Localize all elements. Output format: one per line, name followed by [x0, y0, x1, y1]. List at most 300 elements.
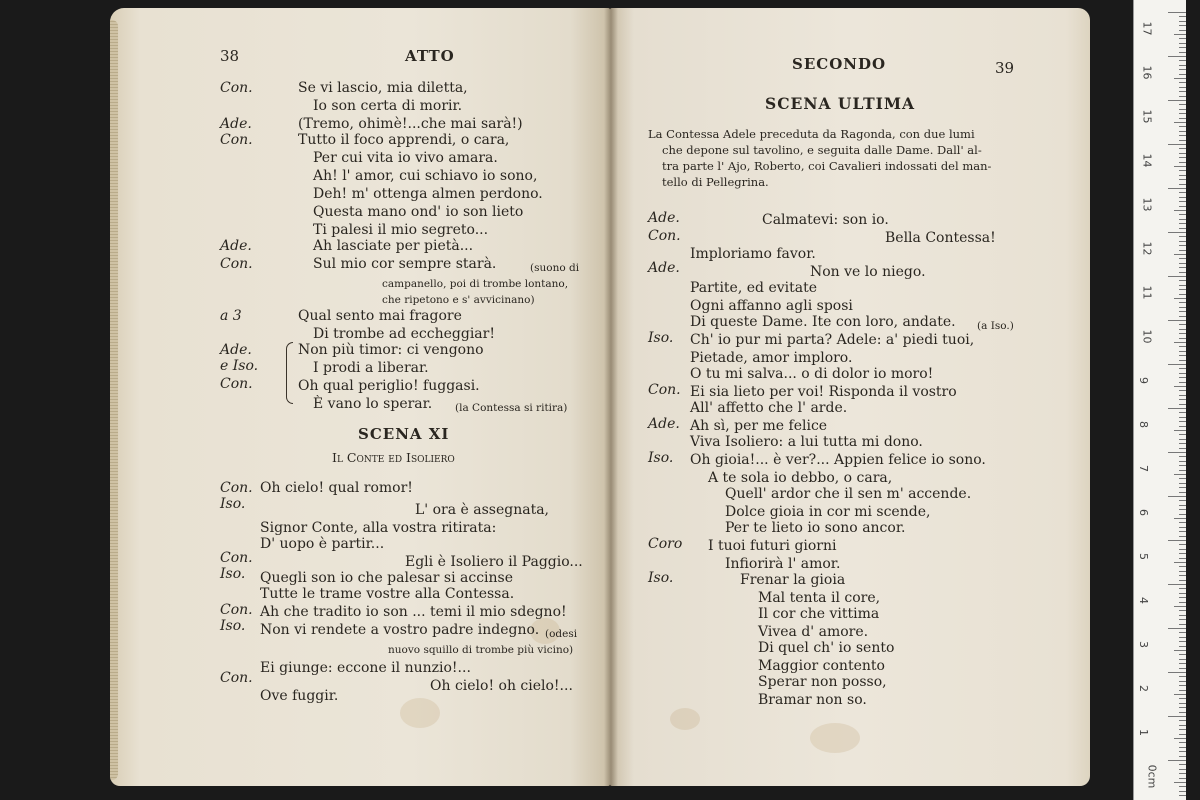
verse-line: (Tremo, ohimè!...che mai sarà!) [298, 116, 523, 132]
ruler-tick [1179, 355, 1186, 356]
verse-line: Tutte le trame vostre alla Contessa. [260, 586, 515, 602]
ruler-tick [1179, 478, 1186, 479]
verse-line: Ove fuggir. [260, 688, 339, 704]
speaker: Con. [220, 480, 253, 496]
ruler-tick [1179, 206, 1186, 207]
speaker: Ade. [648, 210, 680, 226]
speaker: Con. [220, 256, 253, 272]
speaker: Con. [220, 550, 253, 566]
verse-line: Ah sì, per me felice [690, 418, 828, 434]
ruler-tick [1179, 228, 1186, 229]
verse-line: Ogni affanno agli sposi [690, 298, 853, 314]
ruler-tick [1179, 170, 1186, 171]
ruler-tick [1179, 43, 1186, 44]
ruler-tick [1179, 795, 1186, 796]
ruler-tick [1179, 382, 1186, 383]
ruler-number: 3 [1137, 641, 1150, 648]
ruler-tick [1179, 412, 1186, 413]
ruler-tick [1179, 16, 1186, 17]
verse-line: Signor Conte, alla vostra ritirata: [260, 520, 497, 536]
speaker: Ade. [648, 260, 680, 276]
ruler-tick [1179, 703, 1186, 704]
ruler-tick [1179, 641, 1186, 642]
ruler-tick [1179, 531, 1186, 532]
speaker: a 3 [220, 308, 242, 324]
ruler-tick [1168, 56, 1186, 57]
ruler-tick [1179, 333, 1186, 334]
ruler-tick [1179, 729, 1186, 730]
ruler-tick [1179, 654, 1186, 655]
verse-line: Sperar non posso, [758, 674, 887, 690]
ruler-number: 10 [1140, 329, 1154, 344]
ruler-tick [1179, 236, 1186, 237]
verse-line: Egli è Isoliero il Paggio... [405, 554, 583, 570]
ruler-tick [1174, 166, 1186, 167]
ruler-tick [1179, 786, 1186, 787]
verse-line: Oh cielo! oh cielo!... [430, 678, 573, 694]
ruler-tick [1179, 751, 1186, 752]
speaker: Coro [648, 536, 683, 552]
ruler-tick [1179, 742, 1186, 743]
ruler-tick [1179, 698, 1186, 699]
ruler-tick [1174, 562, 1186, 563]
verse-line: Oh qual periglio! fuggasi. [298, 378, 480, 394]
page-edge [110, 20, 118, 780]
ruler-number: 8 [1137, 421, 1150, 428]
speaker: Con. [220, 670, 253, 686]
speaker: Iso. [220, 566, 246, 582]
verse-line: Per cui vita io vivo amara. [313, 150, 498, 166]
ruler-tick [1179, 140, 1186, 141]
verse-line: Dolce gioia in cor mi scende, [725, 504, 931, 520]
ruler-tick [1179, 536, 1186, 537]
ruler-tick [1179, 316, 1186, 317]
verse-line: Bramar non so. [758, 692, 867, 708]
verse-line: Se vi lascio, mia diletta, [298, 80, 468, 96]
ruler-tick [1179, 250, 1186, 251]
ruler-tick [1179, 615, 1186, 616]
ruler-tick [1179, 162, 1186, 163]
stage-direction: (la Contessa si ritira) [455, 402, 568, 414]
ruler-number: 5 [1137, 553, 1150, 560]
verse-line: Quegli son io che palesar si accinse [260, 570, 514, 586]
ruler-tick [1179, 360, 1186, 361]
ruler-number: 9 [1137, 377, 1150, 384]
ruler-tick [1168, 144, 1186, 145]
ruler-tick [1179, 597, 1186, 598]
ruler-number: 16 [1140, 65, 1154, 80]
ruler-tick [1179, 734, 1186, 735]
verse-line: Ei sia lieto per voi! Risponda il vostro [690, 384, 957, 400]
verse-line: I tuoi futuri giorni [708, 538, 837, 554]
ruler-tick [1179, 426, 1186, 427]
ruler-tick [1179, 505, 1186, 506]
ruler-tick [1174, 210, 1186, 211]
ruler-tick [1179, 527, 1186, 528]
verse-line: Di trombe ad eccheggiar! [313, 326, 495, 342]
ruler-tick [1179, 104, 1186, 105]
ruler-tick [1174, 122, 1186, 123]
ruler-tick [1179, 30, 1186, 31]
verse-line: I prodi a liberar. [313, 360, 429, 376]
ruler-tick [1179, 311, 1186, 312]
verse-line: Partite, ed evitate [690, 280, 817, 296]
ruler-tick [1179, 588, 1186, 589]
ruler-tick [1179, 157, 1186, 158]
verse-line: Oh gioia!... è ver?... Appien felice io sono. [690, 452, 986, 468]
ruler-tick [1179, 346, 1186, 347]
ruler-tick [1179, 470, 1186, 471]
verse-line: Non ve lo niego. [810, 264, 926, 280]
ruler-number: 4 [1137, 597, 1150, 604]
ruler-tick [1168, 100, 1186, 101]
running-head: ATTO [405, 47, 455, 65]
ruler-tick [1179, 553, 1186, 554]
ruler-tick [1179, 47, 1186, 48]
ruler-number: 14 [1140, 153, 1154, 168]
verse-line: A te sola io debbo, o cara, [708, 470, 893, 486]
ruler-tick [1179, 544, 1186, 545]
ruler-tick [1179, 514, 1186, 515]
scene-title: SCENA XI [358, 425, 450, 443]
ruler-number: 7 [1137, 465, 1150, 472]
ruler-tick [1179, 773, 1186, 774]
verse-line: Mal tenta il core, [758, 590, 881, 606]
intro-line: tello di Pellegrina. [662, 175, 769, 189]
ruler-tick [1179, 558, 1186, 559]
ruler-tick [1179, 443, 1186, 444]
ruler-tick [1179, 637, 1186, 638]
ruler-tick [1179, 131, 1186, 132]
stage-direction: nuovo squillo di trombe più vicino) [388, 644, 574, 656]
intro-line: tra parte l' Ajo, Roberto, coi Cavalieri indossati del man- [662, 159, 992, 173]
verse-line: Ah! l' amor, cui schiavo io sono, [313, 168, 538, 184]
ruler-tick [1179, 272, 1186, 273]
ruler-number: 2 [1137, 685, 1150, 692]
stage-direction: (a Iso.) [977, 320, 1014, 332]
ruler-tick [1179, 223, 1186, 224]
ruler-tick [1179, 118, 1186, 119]
speaker: Iso. [648, 570, 674, 586]
speaker: Ade. [220, 116, 252, 132]
verse-line: Ch' io pur mi parta? Adele: a' piedi tuoi, [690, 332, 975, 348]
verse-line: Infiorirà l' amor. [725, 556, 841, 572]
speaker: Con. [220, 132, 253, 148]
ruler-tick [1168, 584, 1186, 585]
verse-line: Ei giunge: eccone il nunzio!... [260, 660, 471, 676]
left-page [110, 8, 610, 786]
ruler-tick [1179, 395, 1186, 396]
ruler-tick [1179, 434, 1186, 435]
ruler-tick [1179, 571, 1186, 572]
speaker: Con. [648, 228, 681, 244]
verse-line: D' uopo è partir... [260, 536, 385, 552]
verse-line: Tutto il foco apprendi, o cara, [298, 132, 510, 148]
ruler-tick [1179, 610, 1186, 611]
ruler-tick [1179, 294, 1186, 295]
verse-line: Quell' ardor che il sen m' accende. [725, 486, 972, 502]
ruler-tick [1168, 672, 1186, 673]
ruler-tick [1179, 113, 1186, 114]
ruler-tick [1179, 214, 1186, 215]
ruler-tick [1179, 778, 1186, 779]
ruler-tick [1179, 417, 1186, 418]
ruler-number: 6 [1137, 509, 1150, 516]
ruler-tick [1174, 342, 1186, 343]
ruler-tick [1179, 676, 1186, 677]
verse-line: Maggior contento [758, 658, 885, 674]
ruler-tick [1174, 298, 1186, 299]
running-head: SECONDO [792, 55, 887, 73]
speaker: Con. [220, 602, 253, 618]
ruler-tick [1168, 12, 1186, 13]
ruler-tick [1179, 791, 1186, 792]
ruler-tick [1179, 109, 1186, 110]
ruler-tick [1179, 82, 1186, 83]
ruler-tick [1179, 21, 1186, 22]
verse-line: Io son certa di morir. [313, 98, 463, 114]
ruler-tick [1179, 421, 1186, 422]
ruler-tick [1179, 87, 1186, 88]
verse-line: Di quel ch' io sento [758, 640, 895, 656]
ruler-tick [1179, 60, 1186, 61]
scene-title: SCENA ULTIMA [765, 94, 916, 113]
ruler-tick [1179, 263, 1186, 264]
ruler-tick [1179, 179, 1186, 180]
foxing-stain [400, 698, 440, 728]
right-page [610, 8, 1090, 786]
ruler-tick [1168, 452, 1186, 453]
ruler-tick [1179, 280, 1186, 281]
ruler-tick [1179, 338, 1186, 339]
ruler-tick [1179, 690, 1186, 691]
verse-line: Sul mio cor sempre starà. [313, 256, 497, 272]
ruler-tick [1179, 285, 1186, 286]
ruler-tick [1179, 624, 1186, 625]
ruler-number: 15 [1140, 109, 1154, 124]
ruler-tick [1179, 509, 1186, 510]
stage-direction: che ripetono e s' avvicinano) [382, 294, 535, 306]
scale-ruler [1133, 0, 1186, 800]
speaker: Con. [220, 376, 253, 392]
verse-line: Imploriamo favor. [690, 246, 816, 262]
ruler-tick [1179, 461, 1186, 462]
verse-line: Non vi rendete a vostro padre indegno. [260, 622, 540, 638]
ruler-tick [1179, 399, 1186, 400]
verse-line: L' ora è assegnata, [415, 502, 549, 518]
ruler-tick [1179, 175, 1186, 176]
ruler-tick [1179, 769, 1186, 770]
verse-line: Vivea d' amore. [758, 624, 869, 640]
verse-line: Oh cielo! qual romor! [260, 480, 413, 496]
page-number: 38 [220, 47, 240, 65]
ruler-tick [1179, 351, 1186, 352]
ruler-tick [1179, 184, 1186, 185]
stage-direction: (odesi [545, 628, 578, 640]
ruler-tick [1168, 232, 1186, 233]
ruler-tick [1179, 575, 1186, 576]
ruler-tick [1174, 518, 1186, 519]
ruler-tick [1179, 307, 1186, 308]
ruler-tick [1179, 258, 1186, 259]
ruler-tick [1179, 148, 1186, 149]
ruler-tick [1168, 540, 1186, 541]
ruler-tick [1179, 96, 1186, 97]
ruler-tick [1174, 650, 1186, 651]
ruler-tick [1168, 276, 1186, 277]
ruler-tick [1168, 320, 1186, 321]
speaker: Ade. [648, 416, 680, 432]
verse-line: Viva Isoliero: a lui tutta mi dono. [690, 434, 923, 450]
ruler-tick [1179, 91, 1186, 92]
ruler-tick [1179, 201, 1186, 202]
ruler-tick [1179, 549, 1186, 550]
ruler-tick [1179, 197, 1186, 198]
speaker: e Iso. [220, 358, 259, 374]
verse-line: Deh! m' ottenga almen perdono. [313, 186, 543, 202]
ruler-tick [1174, 474, 1186, 475]
verse-line: All' affetto che l' arde. [690, 400, 848, 416]
verse-line: Questa mano ond' io son lieto [313, 204, 524, 220]
ruler-tick [1179, 725, 1186, 726]
verse-line: Bella Contessa! [885, 230, 996, 246]
ruler-tick [1168, 408, 1186, 409]
foxing-stain [810, 723, 860, 753]
ruler-tick [1179, 329, 1186, 330]
ruler-tick [1179, 25, 1186, 26]
intro-line: La Contessa Adele preceduta da Ragonda, con due lumi [648, 127, 975, 141]
speaker: Iso. [220, 496, 246, 512]
ruler-number: 0cm [1145, 764, 1159, 789]
book-gutter [604, 8, 618, 786]
ruler-tick [1168, 716, 1186, 717]
ruler-tick [1174, 738, 1186, 739]
verse-line: Calmatevi: son io. [762, 212, 889, 228]
scene-persons: Il Conte ed Isoliero [332, 450, 455, 465]
ruler-tick [1179, 663, 1186, 664]
ruler-tick [1179, 52, 1186, 53]
speaker: Con. [220, 80, 253, 96]
ruler-tick [1179, 522, 1186, 523]
speaker: Ade. [220, 342, 252, 358]
ruler-tick [1179, 448, 1186, 449]
ruler-tick [1179, 302, 1186, 303]
ruler-tick [1179, 267, 1186, 268]
ruler-tick [1179, 764, 1186, 765]
ruler-tick [1179, 712, 1186, 713]
verse-line: Pietade, amor imploro. [690, 350, 853, 366]
verse-line: O tu mi salva... o di dolor io moro! [690, 366, 934, 382]
ruler-tick [1179, 241, 1186, 242]
verse-line: Il cor che vittima [758, 606, 880, 622]
speaker: Con. [648, 382, 681, 398]
ruler-tick [1179, 377, 1186, 378]
ruler-tick [1168, 760, 1186, 761]
speaker: Ade. [220, 238, 252, 254]
ruler-tick [1179, 390, 1186, 391]
ruler-tick [1179, 219, 1186, 220]
ruler-tick [1179, 756, 1186, 757]
stage-direction: campanello, poi di trombe lontano, [382, 278, 569, 290]
ruler-tick [1179, 646, 1186, 647]
speaker: Iso. [648, 450, 674, 466]
foxing-stain [670, 708, 700, 730]
ruler-tick [1179, 668, 1186, 669]
speaker: Iso. [220, 618, 246, 634]
ruler-tick [1168, 188, 1186, 189]
ruler-tick [1179, 483, 1186, 484]
ruler-tick [1174, 694, 1186, 695]
ruler-tick [1179, 492, 1186, 493]
ruler-tick [1179, 747, 1186, 748]
ruler-tick [1179, 487, 1186, 488]
ruler-tick [1179, 456, 1186, 457]
ruler-tick [1174, 782, 1186, 783]
ruler-tick [1179, 245, 1186, 246]
open-book [110, 8, 1090, 786]
ruler-tick [1174, 386, 1186, 387]
ruler-tick [1174, 34, 1186, 35]
ruler-tick [1168, 364, 1186, 365]
ruler-tick [1179, 153, 1186, 154]
verse-line: Per te lieto io sono ancor. [725, 520, 906, 536]
ruler-number: 13 [1140, 197, 1154, 212]
ruler-tick [1179, 465, 1186, 466]
ruler-tick [1179, 659, 1186, 660]
ruler-tick [1179, 632, 1186, 633]
ruler-tick [1179, 602, 1186, 603]
ruler-tick [1174, 606, 1186, 607]
ruler-tick [1179, 580, 1186, 581]
verse-line: È vano lo sperar. [313, 396, 433, 412]
speaker: Iso. [648, 330, 674, 346]
ruler-tick [1179, 404, 1186, 405]
ruler-tick [1168, 628, 1186, 629]
ruler-tick [1179, 38, 1186, 39]
ruler-tick [1179, 619, 1186, 620]
verse-line: Non più timor: ci vengono [298, 342, 484, 358]
ruler-tick [1179, 681, 1186, 682]
ruler-tick [1179, 720, 1186, 721]
verse-line: Frenar la gioia [740, 572, 846, 588]
ruler-tick [1179, 685, 1186, 686]
ruler-tick [1174, 254, 1186, 255]
ruler-tick [1179, 69, 1186, 70]
verse-line: Ah che tradito io son ... temi il mio sdegno! [260, 604, 567, 620]
ruler-tick [1179, 74, 1186, 75]
verse-line: Qual sento mai fragore [298, 308, 462, 324]
verse-line: Ah lasciate per pietà... [313, 238, 474, 254]
ruler-tick [1179, 65, 1186, 66]
ruler-tick [1174, 78, 1186, 79]
stage-direction: (suono di [530, 262, 580, 274]
ruler-number: 17 [1140, 21, 1154, 36]
ruler-tick [1168, 496, 1186, 497]
ruler-tick [1174, 430, 1186, 431]
page-number: 39 [995, 59, 1015, 77]
ruler-tick [1179, 566, 1186, 567]
ruler-tick [1179, 439, 1186, 440]
ruler-number: 11 [1140, 285, 1154, 300]
ruler-tick [1179, 135, 1186, 136]
ruler-tick [1179, 324, 1186, 325]
verse-line: Ti palesi il mio segreto... [313, 222, 489, 238]
intro-line: che depone sul tavolino, e seguita dalle Dame. Dall' al- [662, 143, 982, 157]
verse-line: Di queste Dame. Ite con loro, andate. [690, 314, 956, 330]
ruler-tick [1179, 707, 1186, 708]
ruler-number: 12 [1140, 241, 1154, 256]
ruler-tick [1179, 500, 1186, 501]
